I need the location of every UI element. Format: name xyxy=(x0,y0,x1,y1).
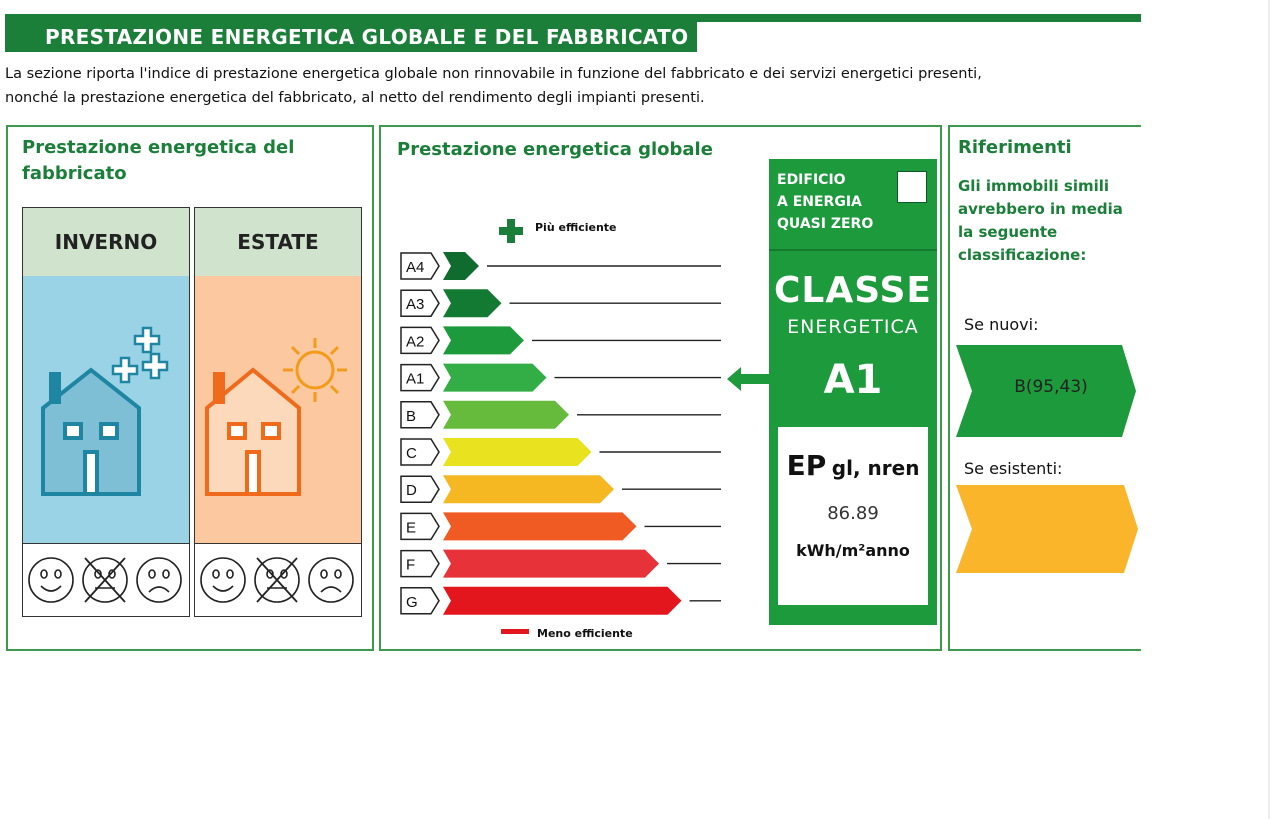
class-label: G xyxy=(406,593,418,611)
fabbricato-panel xyxy=(6,125,374,651)
class-label: D xyxy=(406,482,417,500)
ep-value: 86.89 xyxy=(827,503,879,524)
class-bar xyxy=(443,252,479,280)
inverno-card xyxy=(22,207,190,617)
class-label: C xyxy=(406,445,417,462)
inverno-label: INVERNO xyxy=(23,208,189,277)
esistenti-arrow xyxy=(956,485,1138,577)
class-label: F xyxy=(406,556,416,574)
nzeb-label-1: EDIFICIO xyxy=(777,172,846,188)
class-pointer-arrow xyxy=(727,365,771,397)
nzeb-label-3: QUASI ZERO xyxy=(777,216,874,232)
class-bar xyxy=(443,587,682,615)
class-label: A4 xyxy=(406,259,425,276)
class-row-d xyxy=(401,475,721,503)
fabbricato-title: Prestazione energetica del fabbricato xyxy=(22,137,295,184)
class-bar xyxy=(443,401,569,429)
class-bar xyxy=(443,512,637,540)
ep-label: EP xyxy=(786,449,827,482)
class-row-a3 xyxy=(401,289,721,317)
class-row-a2 xyxy=(401,326,721,354)
riferimenti-desc xyxy=(958,175,1123,267)
riferimenti-panel xyxy=(948,125,1141,651)
nuovi-value: B(95,43) xyxy=(1014,377,1088,397)
class-row-g xyxy=(401,587,721,615)
winter-house-icon xyxy=(23,276,189,544)
globale-panel xyxy=(379,125,942,651)
intro-line-1: La sezione riporta l'indice di prestazione energetica globale non rinnovabile in funzione del fabbricato e dei servizi energetici presenti, xyxy=(5,66,982,82)
sun-icon xyxy=(283,338,347,402)
estate-label: ESTATE xyxy=(195,208,361,277)
class-row-c xyxy=(401,438,721,466)
class-row-b xyxy=(401,401,721,429)
desc-line-1: Gli immobili simili xyxy=(958,177,1110,195)
class-bar xyxy=(443,364,547,392)
minus-icon xyxy=(501,629,529,634)
class-bar xyxy=(443,550,659,578)
classe-label: CLASSE xyxy=(773,270,933,311)
ep-sub: gl, nren xyxy=(831,456,920,480)
class-label: B xyxy=(406,407,417,425)
class-row-a1 xyxy=(401,364,721,392)
ep-unit: kWh/m²anno xyxy=(796,541,910,560)
piu-efficiente-label: Più efficiente xyxy=(535,221,617,234)
header-rule xyxy=(5,14,1141,22)
class-label: E xyxy=(406,519,417,537)
summer-house-icon xyxy=(195,276,361,544)
globale-title: Prestazione energetica globale xyxy=(397,139,713,160)
class-label: A1 xyxy=(406,370,425,388)
class-row-f xyxy=(401,550,721,578)
class-bar xyxy=(443,289,502,317)
class-bar xyxy=(443,475,614,503)
desc-line-3: la seguente xyxy=(958,223,1058,241)
section-intro xyxy=(5,62,1141,110)
nzeb-checkbox xyxy=(897,171,927,203)
energy-class-scale xyxy=(399,249,729,621)
class-label: A2 xyxy=(406,333,425,351)
esistenti-label: Se esistenti: xyxy=(964,459,1063,478)
page-edge xyxy=(1268,0,1270,819)
classe-box xyxy=(769,159,937,625)
class-label: A3 xyxy=(406,296,425,314)
meno-efficiente-label: Meno efficiente xyxy=(537,627,633,640)
ep-box xyxy=(778,427,928,605)
class-row-a4 xyxy=(401,252,721,280)
intro-line-2: nonché la prestazione energetica del fabbricato, al netto del rendimento degli impianti presenti. xyxy=(5,90,705,106)
estate-card xyxy=(194,207,362,617)
class-bar xyxy=(443,326,524,354)
classe-value: A1 xyxy=(823,357,883,403)
energetica-label: ENERGETICA xyxy=(787,316,919,338)
section-title: PRESTAZIONE ENERGETICA GLOBALE E DEL FABBRICATO xyxy=(5,22,697,52)
inverno-rating-faces xyxy=(23,543,189,616)
estate-rating-faces xyxy=(195,543,361,616)
class-bar xyxy=(443,438,592,466)
plus-icon xyxy=(497,217,525,245)
nuovi-label: Se nuovi: xyxy=(964,315,1039,334)
nzeb-label-2: A ENERGIA xyxy=(777,194,862,210)
desc-line-2: avrebbero in media xyxy=(958,200,1123,218)
riferimenti-title: Riferimenti xyxy=(958,137,1072,158)
desc-line-4: classificazione: xyxy=(958,246,1087,264)
class-row-e xyxy=(401,512,721,540)
